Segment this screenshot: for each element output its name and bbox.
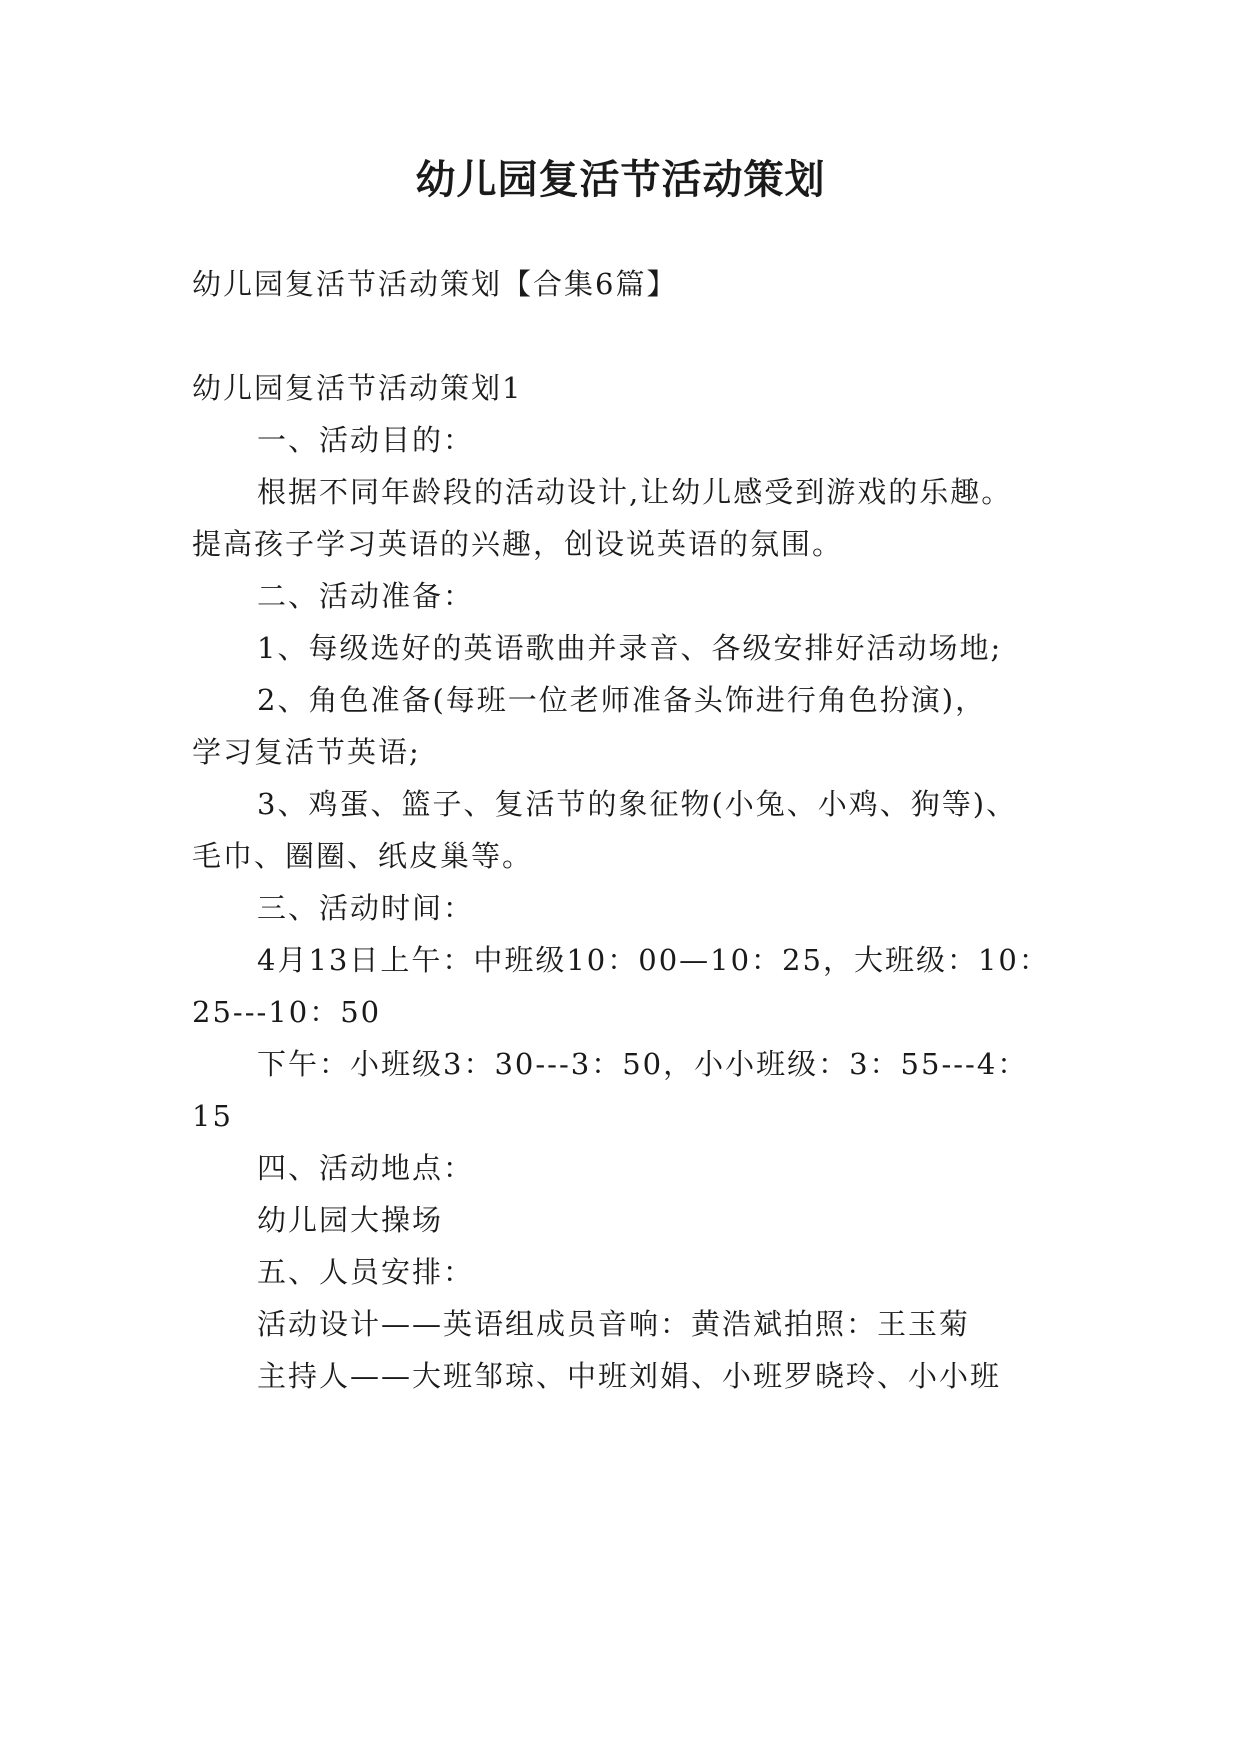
paragraph-line: 15 [192,1099,233,1133]
section-heading: 幼儿园复活节活动策划1 [192,371,523,405]
paragraph-line: 下午：小班级3：30---3：50，小小班级：3：55---4： [257,1047,1029,1081]
paragraph-line: 2、角色准备(每班一位老师准备头饰进行角色扮演)， [257,683,987,717]
paragraph-line: 幼儿园大操场 [257,1203,444,1237]
paragraph-line: 主持人——大班邹琼、中班刘娟、小班罗晓玲、小小班 [257,1359,1002,1393]
paragraph-line: 4月13日上午：中班级10：00—10：25，大班级：10： [257,943,1050,977]
paragraph-line: 一、活动目的： [257,423,475,457]
paragraph-line: 根据不同年龄段的活动设计,让幼儿感受到游戏的乐趣。 [257,475,1013,509]
document-title: 幼儿园复活节活动策划 [415,157,826,203]
paragraph-line: 1、每级选好的英语歌曲并录音、各级安排好活动场地; [257,631,1003,665]
paragraph-line: 学习复活节英语; [192,735,421,769]
subtitle-line: 幼儿园复活节活动策划【合集6篇】 [192,267,678,301]
paragraph-line: 提高孩子学习英语的兴趣，创设说英语的氛围。 [192,527,844,561]
paragraph-line: 五、人员安排： [257,1255,475,1289]
paragraph-line: 二、活动准备： [257,579,475,613]
paragraph-line: 活动设计——英语组成员音响：黄浩斌拍照：王玉菊 [257,1307,971,1341]
paragraph-line: 3、鸡蛋、篮子、复活节的象征物(小兔、小鸡、狗等)、 [257,787,1018,821]
paragraph-line: 四、活动地点： [257,1151,475,1185]
paragraph-line: 毛巾、圈圈、纸皮巢等。 [192,839,534,873]
paragraph-line: 三、活动时间： [257,891,475,925]
paragraph-line: 25---10：50 [192,995,382,1029]
